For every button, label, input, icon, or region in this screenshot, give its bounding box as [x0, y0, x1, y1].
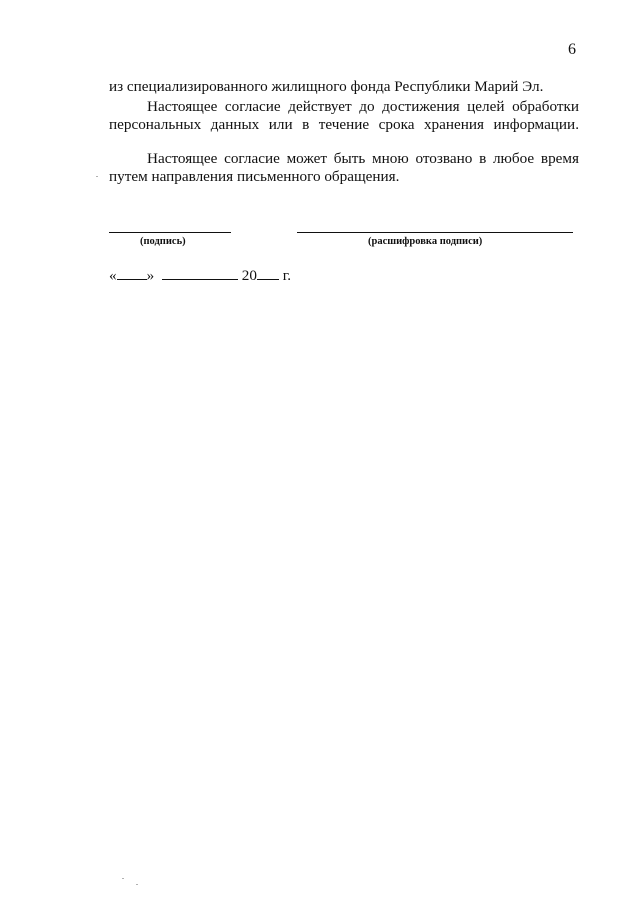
day-blank — [117, 265, 147, 280]
signature-decoding-line — [297, 232, 573, 233]
year-prefix: 20 — [241, 267, 257, 284]
date-line — [109, 265, 291, 285]
year-blank — [257, 265, 279, 280]
scan-speck — [136, 884, 138, 885]
paragraph-line-1: из специализированного жилищного фонда Республики Марий Эл. — [109, 78, 544, 95]
paragraph-line-2: Настоящее согласие действует до достижения целей обработки — [147, 98, 579, 115]
scan-speck — [96, 176, 98, 177]
signature-caption: (подпись) — [140, 236, 186, 247]
year-suffix: г. — [282, 267, 292, 284]
paragraph-line-3: персональных данных или в течение срока хранения информации. — [109, 116, 579, 133]
page-number: 6 — [568, 41, 576, 58]
date-close-quote: » — [146, 267, 155, 284]
date-open-quote: « — [109, 267, 117, 284]
paragraph-line-5: путем направления письменного обращения. — [109, 168, 400, 185]
paragraph-line-4: Настоящее согласие может быть мною отозвано в любое время — [147, 150, 579, 167]
signature-line — [109, 232, 231, 233]
signature-decoding-caption: (расшифровка подписи) — [368, 236, 483, 247]
month-blank — [162, 265, 238, 280]
scan-speck — [122, 878, 124, 879]
